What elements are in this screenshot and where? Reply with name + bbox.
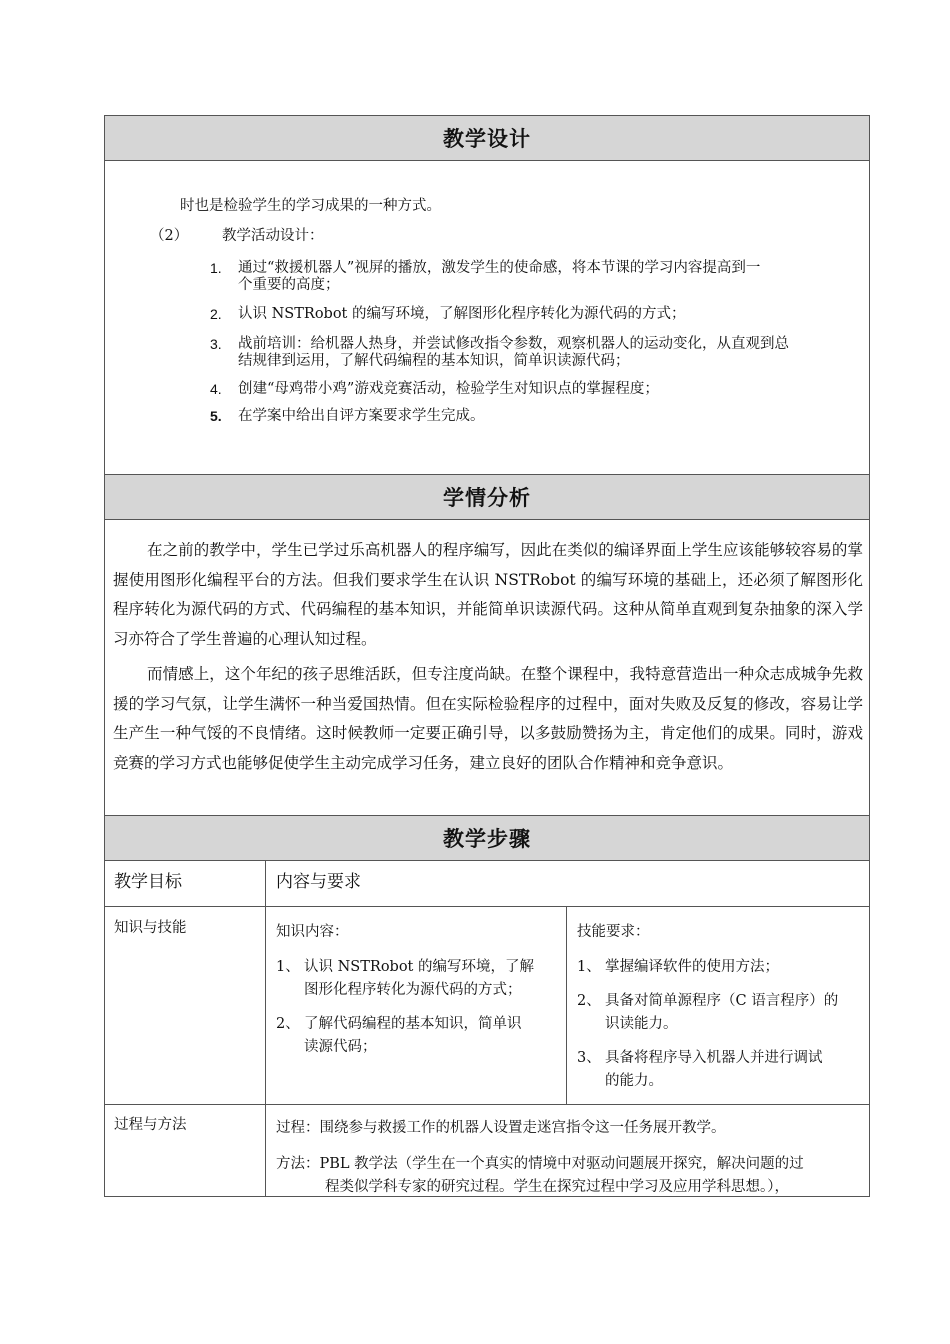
design-line1: 时也是检验学生的学习成果的一种方式。 xyxy=(180,198,441,214)
column-header-content: 内容与要求 xyxy=(276,872,361,892)
item-number: 2、 xyxy=(577,993,601,1009)
item-text: 掌握编译软件的使用方法； xyxy=(605,959,779,975)
row-label-knowledge: 知识与技能 xyxy=(114,920,187,936)
row-divider xyxy=(104,1104,870,1105)
design-sub-label: 教学活动设计： xyxy=(222,228,324,244)
item-text-cont: 识读能力。 xyxy=(605,1016,678,1032)
item-text: 认识 NSTRobot 的编写环境，了解图形化程序转化为源代码的方式； xyxy=(238,306,686,322)
item-text: 战前培训：给机器人热身，并尝试修改指令参数，观察机器人的运动变化，从直观到总 xyxy=(238,336,789,352)
method-line-cont: 程类似学科专家的研究过程。学生在探究过程中学习及应用学科思想。）， xyxy=(325,1179,789,1195)
item-number: 1、 xyxy=(577,959,601,975)
item-number: 3、 xyxy=(577,1050,601,1066)
item-text: 具备将程序导入机器人并进行调试 xyxy=(605,1050,823,1066)
item-number: 5. xyxy=(210,408,222,424)
analysis-header xyxy=(104,474,870,520)
method-line: 方法：PBL 教学法（学生在一个真实的情境中对驱动问题展开探究，解决问题的过 xyxy=(276,1156,804,1172)
item-number: 1、 xyxy=(276,959,300,975)
item-text-cont: 读源代码； xyxy=(304,1039,377,1055)
analysis-paragraph-1: 在之前的教学中，学生已学过乐高机器人的程序编写，因此在类似的编译界面上学生应该能够较容易的掌握使用图形化编程平台的方法。但我们要求学生在认识 NSTRobot 的编写环境的基础上，还必须了解图形化程序转化为源代码的方式、代码编程的基本知识，并能简单识读源代码。这种从简单直观到复杂抽象的深入学习亦符合了学生普遍的心理认知过程。 xyxy=(113,541,863,648)
item-text: 具备对简单源程序（C 语言程序）的 xyxy=(605,993,839,1009)
row-label-process: 过程与方法 xyxy=(114,1117,187,1133)
process-line: 过程：围绕参与救援工作的机器人设置走迷宫指令这一任务展开教学。 xyxy=(276,1120,726,1136)
item-text-cont: 结规律到运用，了解代码编程的基本知识，简单识读源代码； xyxy=(238,353,630,369)
skill-head: 技能要求： xyxy=(577,924,650,940)
design-header xyxy=(104,115,870,161)
item-text-cont: 个重要的高度； xyxy=(238,277,340,293)
row-divider xyxy=(104,906,870,907)
item-number: 2. xyxy=(210,306,222,322)
item-text: 通过“救援机器人”视屏的播放，激发学生的使命感，将本节课的学习内容提高到一 xyxy=(238,260,761,276)
item-text-cont: 图形化程序转化为源代码的方式； xyxy=(304,982,522,998)
item-text: 创建“母鸡带小鸡”游戏竞赛活动，检验学生对知识点的掌握程度； xyxy=(238,381,659,397)
column-header-goal: 教学目标 xyxy=(114,872,182,892)
steps-title: 教学步骤 xyxy=(443,826,531,851)
design-sub-index: （2） xyxy=(150,228,189,244)
item-number: 3. xyxy=(210,336,222,352)
column-divider xyxy=(265,860,266,1197)
item-text: 认识 NSTRobot 的编写环境，了解 xyxy=(304,959,534,975)
analysis-paragraph-2: 而情感上，这个年纪的孩子思维活跃，但专注度尚缺。在整个课程中，我特意营造出一种众志成城争先救援的学习气氛，让学生满怀一种当爱国热情。但在实际检验程序的过程中，面对失败及反复的修改，容易让学生产生一种气馁的不良情绪。这时候教师一定要正确引导，以多鼓励赞扬为主，肯定他们的成果。同时，游戏竞赛的学习方式也能够促使学生主动完成学习任务，建立良好的团队合作精神和竞争意识。 xyxy=(113,665,863,772)
item-number: 1. xyxy=(210,260,222,276)
steps-header xyxy=(104,815,870,861)
item-number: 2、 xyxy=(276,1016,300,1032)
item-text-cont: 的能力。 xyxy=(605,1073,663,1089)
analysis-title: 学情分析 xyxy=(443,485,531,510)
item-number: 4. xyxy=(210,381,222,397)
item-text: 了解代码编程的基本知识，简单识 xyxy=(304,1016,522,1032)
design-title: 教学设计 xyxy=(443,126,531,151)
item-text: 在学案中给出自评方案要求学生完成。 xyxy=(238,408,485,424)
column-divider xyxy=(566,906,567,1104)
knowledge-content-head: 知识内容： xyxy=(276,924,349,940)
